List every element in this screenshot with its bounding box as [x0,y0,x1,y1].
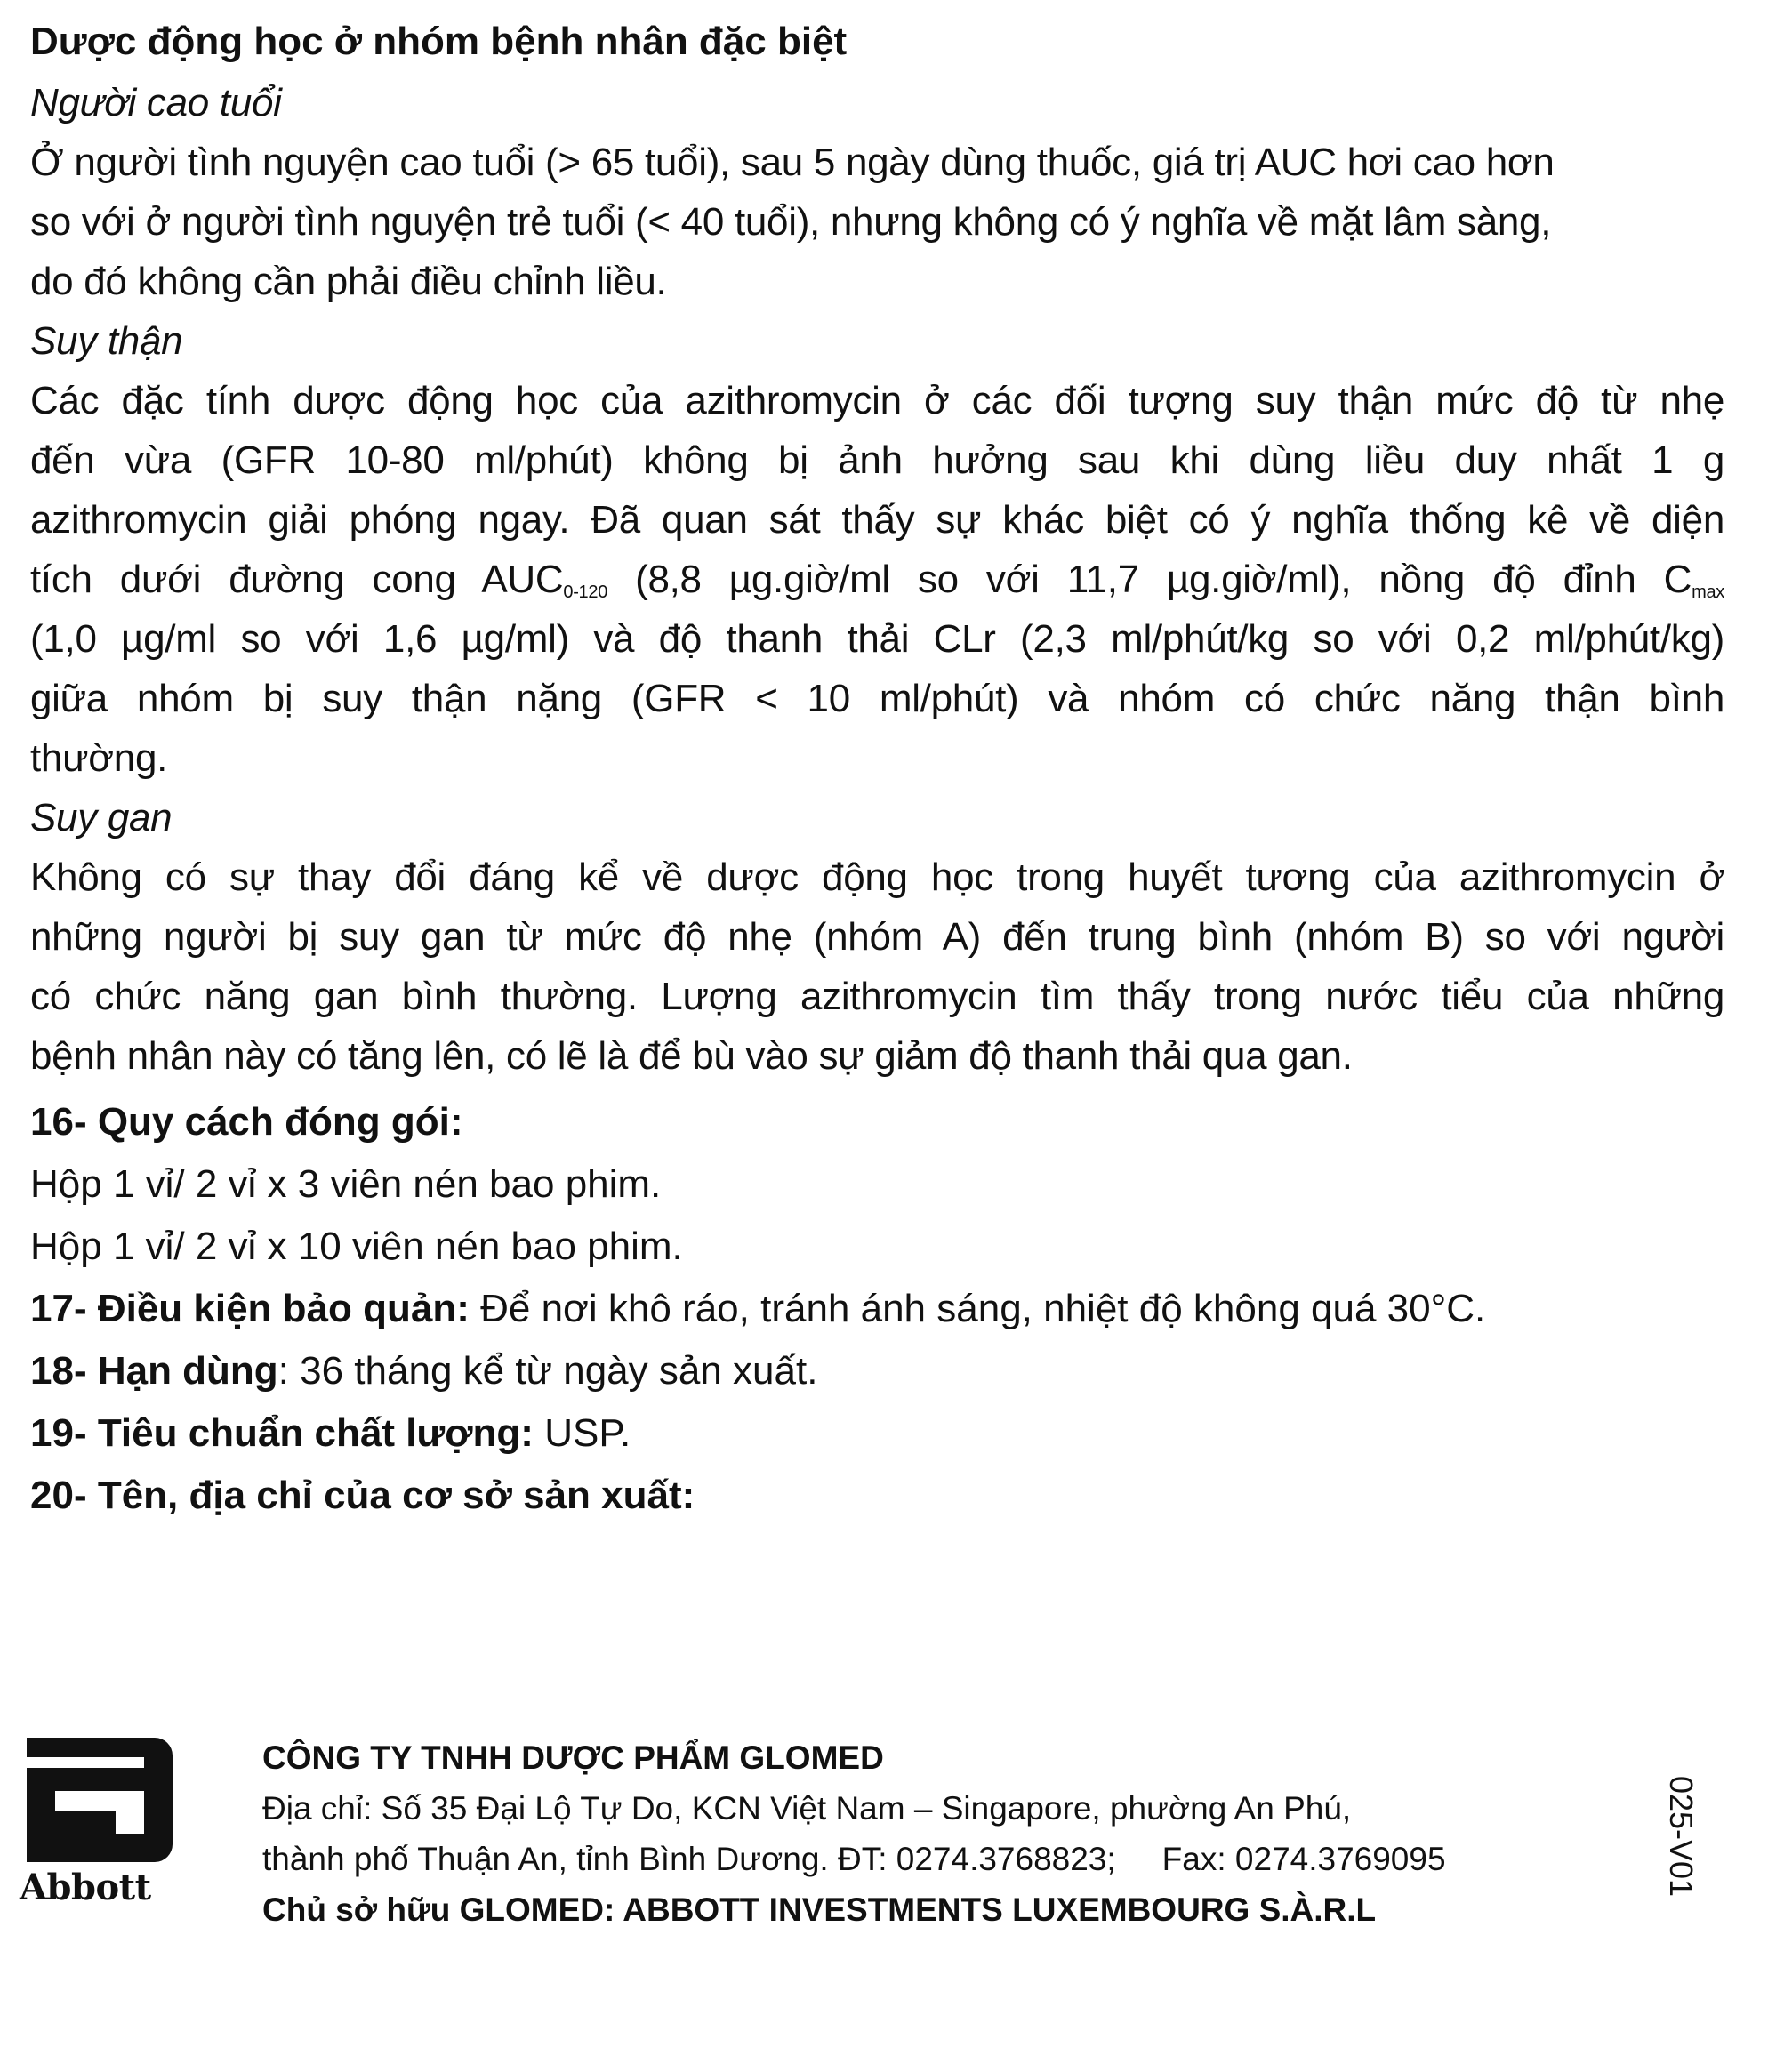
renal-line: thường. [30,736,168,780]
abbott-logo-text: Abbott [20,1867,151,1908]
special-groups-title: Dược động học ở nhóm bệnh nhân đặc biệt [30,20,848,63]
manufacturer-heading: 20- Tên, địa chỉ của cơ sở sản xuất: [30,1474,695,1517]
document-code [1654,1761,1708,1912]
packaging-item: Hộp 1 vỉ/ 2 vỉ x 3 viên nén bao phim. [30,1162,662,1206]
elderly-heading: Người cao tuổi [30,81,282,124]
renal-line-cmax-text: (8,8 µg.giờ/ml so với 11,7 µg.giờ/ml), nồng độ đỉnh C [607,558,1692,601]
shelf-life-value: : 36 tháng kể từ ngày sản xuất. [277,1349,818,1393]
quality-label: 19- Tiêu chuẩn chất lượng: [30,1411,534,1455]
hepatic-line: có chức năng gan bình thường. Lượng azithromycin tìm thấy trong nước tiểu của những [30,975,1724,1018]
company-name: CÔNG TY TNHH DƯỢC PHẨM GLOMED [262,1739,884,1776]
company-phone: thành phố Thuận An, tỉnh Bình Dương. ĐT: 0274.3768823; [262,1841,1116,1877]
renal-line-auc-text: tích dưới đường cong AUC [30,558,564,601]
shelf-life-row [30,1340,1724,1402]
renal-line-auc [30,550,1724,609]
abbott-logo-icon [20,1738,180,1862]
elderly-line: Ở người tình nguyện cao tuổi (> 65 tuổi), sau 5 ngày dùng thuốc, giá trị AUC hơi cao hơn [30,141,1555,184]
renal-line: (1,0 µg/ml so với 1,6 µg/ml) và độ thanh thải CLr (2,3 ml/phút/kg so với 0,2 ml/phút/kg) [30,617,1724,661]
elderly-line: so với ở người tình nguyện trẻ tuổi (< 40 tuổi), nhưng không có ý nghĩa về mặt lâm sàng, [30,200,1552,244]
renal-line: đến vừa (GFR 10-80 ml/phút) không bị ảnh hưởng sau khi dùng liều duy nhất 1 g [30,438,1724,482]
hepatic-heading: Suy gan [30,796,173,839]
renal-line: giữa nhóm bị suy thận nặng (GFR < 10 ml/phút) và nhóm có chức năng thận bình [30,677,1724,720]
document-body [30,11,1724,1527]
document-code-text: 025-V01 [1663,1775,1700,1898]
renal-heading: Suy thận [30,319,183,363]
hepatic-line: những người bị suy gan từ mức độ nhẹ (nhóm A) đến trung bình (nhóm B) so với người [30,915,1724,959]
renal-line: azithromycin giải phóng ngay. Đã quan sát thấy sự khác biệt có ý nghĩa thống kê về diện [30,498,1724,542]
storage-value: Để nơi khô ráo, tránh ánh sáng, nhiệt độ không quá 30°C. [469,1287,1486,1330]
packaging-heading: 16- Quy cách đóng gói: [30,1100,463,1144]
company-info [262,1732,1650,1935]
hepatic-line: Không có sự thay đổi đáng kể về dược động học trong huyết tương của azithromycin ở [30,855,1724,899]
packaging-item: Hộp 1 vỉ/ 2 vỉ x 10 viên nén bao phim. [30,1225,683,1268]
company-fax: Fax: 0274.3769095 [1161,1841,1446,1877]
hepatic-line: bệnh nhân này có tăng lên, có lẽ là để bù vào sự giảm độ thanh thải qua gan. [30,1034,1353,1078]
auc-subscript: 0-120 [563,582,608,602]
abbott-logo [20,1738,180,1915]
cmax-subscript: max [1692,582,1724,602]
storage-label: 17- Điều kiện bảo quản: [30,1287,470,1330]
elderly-line: do đó không cần phải điều chỉnh liều. [30,260,667,303]
company-owner: Chủ sở hữu GLOMED: ABBOTT INVESTMENTS LUXEMBOURG S.À.R.L [262,1891,1377,1928]
shelf-life-label: 18- Hạn dùng [30,1349,278,1393]
renal-line: Các đặc tính dược động học của azithromycin ở các đối tượng suy thận mức độ từ nhẹ [30,379,1724,422]
company-contact-line [262,1834,1650,1884]
quality-value: USP. [533,1411,631,1455]
storage-row [30,1278,1724,1340]
quality-row [30,1402,1724,1465]
footer [0,1707,1792,1930]
company-address-line: Địa chỉ: Số 35 Đại Lộ Tự Do, KCN Việt Nam – Singapore, phường An Phú, [262,1790,1352,1827]
